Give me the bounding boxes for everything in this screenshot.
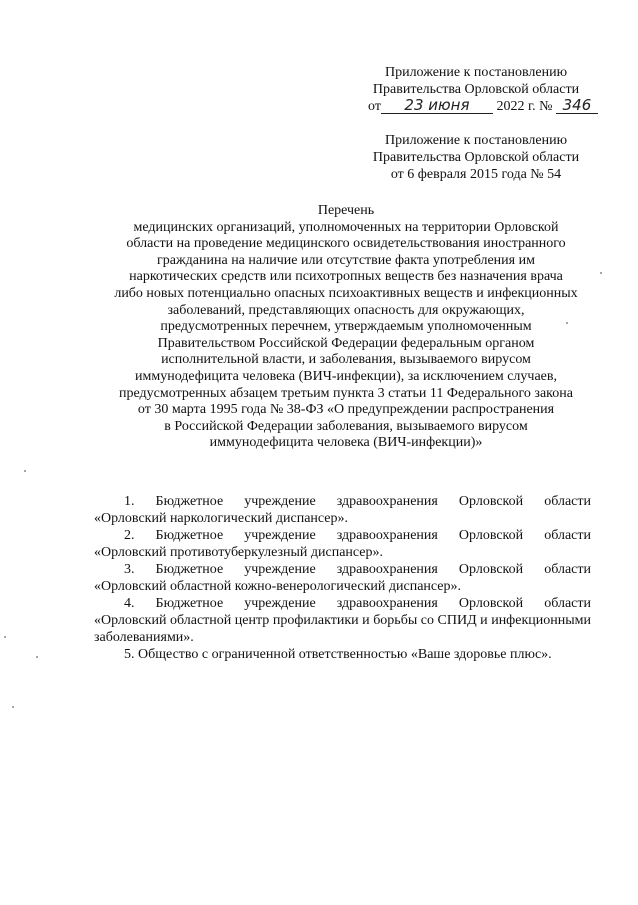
title-line: наркотических средств или психотропных веществ без назначения врача xyxy=(129,269,563,285)
list-item-rest: «Орловский областной кожно-венерологический диспансер». xyxy=(94,579,462,594)
title-line: предусмотренных перечнем, утверждаемым уполномоченным xyxy=(160,319,532,335)
document-title xyxy=(96,203,596,452)
approval-line-2: Правительства Орловской области xyxy=(372,82,580,97)
original-line-1: Приложение к постановлению xyxy=(384,133,568,148)
approval-line-1: Приложение к постановлению xyxy=(384,65,568,80)
scan-speck xyxy=(36,656,38,658)
scan-speck xyxy=(12,706,14,708)
handwritten-number: 346 xyxy=(556,98,598,114)
list-item-rest: «Орловский наркологический диспансер». xyxy=(94,511,349,526)
year-text: 2022 г. № xyxy=(496,99,553,114)
scan-speck xyxy=(4,636,6,638)
title-line: иммунодефицита человека (ВИЧ-инфекции)» xyxy=(209,435,483,451)
title-line: исполнительной власти, и заболевания, вызываемого вирусом xyxy=(161,352,531,368)
original-line-3: от 6 февраля 2015 года № 54 xyxy=(390,167,562,182)
scan-speck xyxy=(566,322,568,324)
title-line: заболеваний, представляющих опасность для окружающих, xyxy=(167,302,525,318)
scan-speck xyxy=(600,272,602,274)
title-line: области на проведение медицинского освидетельствования иностранного xyxy=(126,236,566,252)
list-item-5: 5. Общество с ограниченной ответственностью «Ваше здоровье плюс». xyxy=(124,647,552,662)
list-item xyxy=(94,561,591,595)
list-item-first-line: 4. Бюджетное учреждение здравоохранения Орловской области xyxy=(124,596,591,611)
list-item-first-line: 3. Бюджетное учреждение здравоохранения Орловской области xyxy=(124,562,591,577)
title-line: в Российской Федерации заболевания, вызываемого вирусом xyxy=(164,418,528,434)
scan-speck xyxy=(24,470,26,472)
list-item-first-line: 1. Бюджетное учреждение здравоохранения Орловской области xyxy=(124,494,591,509)
original-line-2: Правительства Орловской области xyxy=(372,150,580,165)
title-line: предусмотренных абзацем третьим пункта 3 статьи 11 Федерального закона xyxy=(119,385,573,401)
list-item-first-line: 2. Бюджетное учреждение здравоохранения Орловской области xyxy=(124,528,591,543)
organization-list xyxy=(94,493,591,663)
title-line: гражданина на наличие или отсутствие факта употребления им xyxy=(157,252,535,268)
date-prefix: от xyxy=(368,99,381,114)
title-line: Правительством Российской Федерации федеральным органом xyxy=(157,335,535,351)
title-line: от 30 марта 1995 года № 38-ФЗ «О предупреждении распространения xyxy=(137,402,555,418)
title-line: либо новых потенциально опасных психоактивных веществ и инфекционных xyxy=(114,285,578,301)
list-item-rest: «Орловский противотуберкулезный диспансер». xyxy=(94,545,383,560)
list-item xyxy=(94,527,591,561)
original-approval-block xyxy=(356,132,596,183)
approval-block xyxy=(362,64,590,115)
title-line: медицинских организаций, уполномоченных на территории Орловской xyxy=(133,219,559,235)
list-item xyxy=(94,493,591,527)
title-line: иммунодефицита человека (ВИЧ-инфекции), за исключением случаев, xyxy=(135,368,557,384)
approval-date-line xyxy=(362,98,590,115)
title-heading: Перечень xyxy=(317,203,375,218)
handwritten-date: 23 июня xyxy=(381,98,493,114)
list-item xyxy=(94,595,591,646)
list-item-rest: «Орловский областной центр профилактики и борьбы со СПИД и инфекционными заболеваниями». xyxy=(94,613,591,645)
